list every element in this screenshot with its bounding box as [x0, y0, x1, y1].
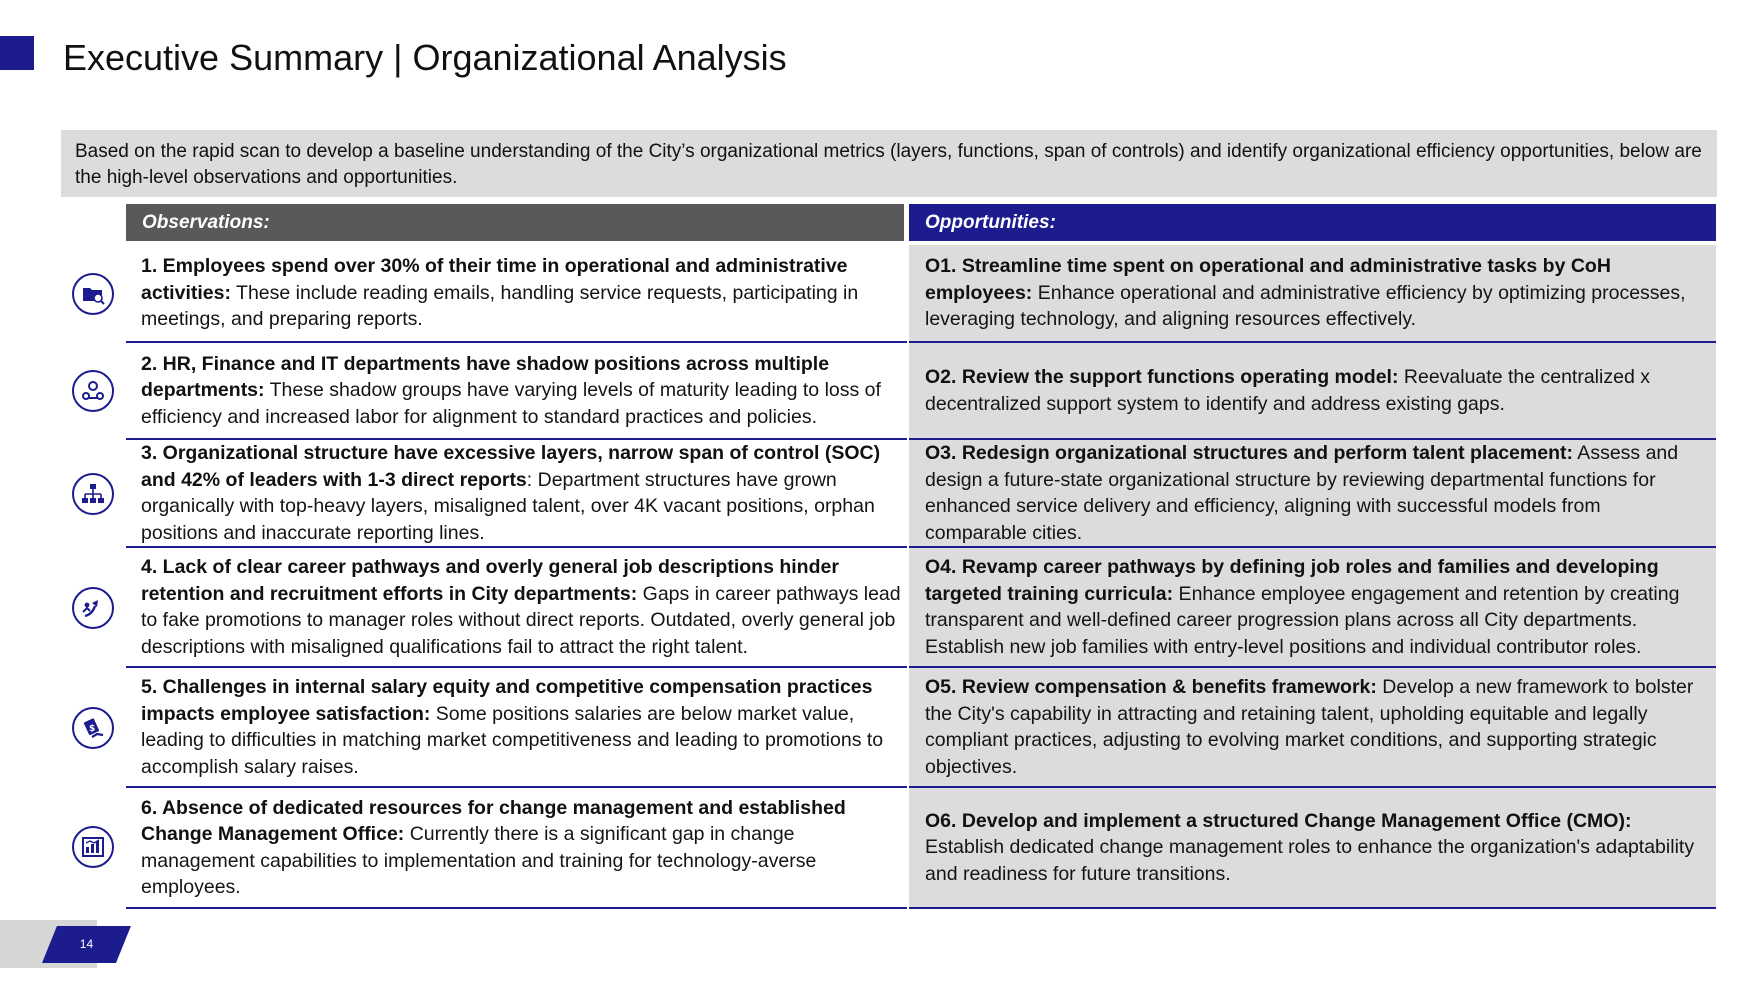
opportunity-text-1: Enhance operational and administrative efficiency by optimizing processes, leveraging technology, and aligning resources effectively.: [925, 281, 1686, 331]
group-people-icon: [72, 370, 114, 412]
observations-header: Observations:: [126, 204, 904, 241]
observation-cell-2: [126, 343, 907, 440]
table-row-2: [62, 343, 1716, 440]
opportunity-cell-1: [909, 245, 1716, 343]
opportunity-title-4: O4. Revamp career pathways by defining job roles and families and developing targeted training curricula:: [925, 556, 1659, 605]
opportunity-cell-6: [909, 788, 1716, 909]
opportunity-cell-4: [909, 548, 1716, 668]
observation-text-3: : Department structures have grown organically with top-heavy layers, misaligned talent, over 4K vacant positions, orphan positions and inaccurate reporting lines.: [141, 468, 875, 544]
opportunity-cell-3: [909, 440, 1716, 548]
opportunity-cell-2: [909, 343, 1716, 440]
observation-title-1: 1. Employees spend over 30% of their time in operational and administrative activities:: [141, 255, 848, 304]
opportunity-text-2: Reevaluate the centralized x decentralized support system to identify and address existing gaps.: [925, 366, 1650, 415]
opportunity-title-5: O5. Review compensation & benefits framework:: [925, 676, 1377, 698]
folder-search-icon: [72, 273, 114, 315]
opportunity-title-6: O6. Develop and implement a structured Change Management Office (CMO):: [925, 809, 1632, 832]
observation-text-5: Some positions salaries are below market value, leading to difficulties in matching market competitiveness and leading to promotions to accomplish salary raises.: [141, 702, 884, 778]
compensation-icon: [72, 707, 114, 749]
observation-cell-6: [126, 788, 907, 909]
table-row-1: [62, 245, 1716, 343]
page-number: 14: [79, 937, 94, 951]
opportunity-text-3: Assess and design a future-state organizational structure by reviewing departmental functions for enhanced service delivery and efficiency, aligning with successful models from comparable cities.: [925, 442, 1679, 544]
org-chart-icon: [72, 473, 114, 515]
observation-title-3: 3. Organizational structure have excessive layers, narrow span of control (SOC) and 42% of leaders with 1-3 direct reports: [141, 442, 881, 491]
observation-cell-1: [126, 245, 907, 343]
observation-text-2: These shadow groups have varying levels of maturity leading to loss of efficiency and increased labor for alignment to standard practices and policies.: [141, 379, 881, 428]
observation-text-4: Gaps in career pathways lead to fake promotions to manager roles without direct reports. Outdated, overly general job descriptions with misaligned qualifications fail to attract the right talent.: [141, 582, 901, 658]
svg-text:$: $: [89, 724, 96, 734]
career-path-icon: [72, 587, 114, 629]
observation-title-6: 6. Absence of dedicated resources for change management and established Change Management Office:: [141, 796, 846, 845]
observation-cell-4: [126, 548, 907, 668]
table-row-4: [62, 548, 1716, 668]
opportunity-title-1: O1. Streamline time spent on operational and administrative tasks by CoH employees:: [925, 255, 1611, 304]
opportunity-cell-5: [909, 668, 1716, 788]
table-row-3: [62, 440, 1716, 548]
dashboard-icon: [72, 826, 114, 868]
opportunities-header: Opportunities:: [909, 204, 1716, 241]
title-accent-mark: [0, 36, 34, 70]
observation-cell-5: [126, 668, 907, 788]
opportunity-text-5: Develop a new framework to bolster the City's capability in attracting and retaining talent, upholding equitable and legally compliant practices, adjusting to evolving market conditions, and supporting strategic objectives.: [925, 676, 1694, 778]
page-number-badge: [42, 926, 131, 963]
opportunity-title-3: O3. Redesign organizational structures and perform talent placement:: [925, 442, 1573, 464]
opportunity-title-2: O2. Review the support functions operating model:: [925, 366, 1399, 388]
observation-title-5: 5. Challenges in internal salary equity and competitive compensation practices impacts employee satisfaction:: [141, 676, 873, 725]
opportunity-text-6: Establish dedicated change management roles to enhance the organization's adaptability and readiness for future transitions.: [925, 836, 1695, 885]
opportunity-text-4: Enhance employee engagement and retention by creating transparent and well-defined career progression plans across all City departments. Establish new job families with entry-level positions and individual contributor roles.: [925, 582, 1680, 658]
observation-text-6: Currently there is a significant gap in change management capabilities to implementation and training for technology-averse employees.: [141, 823, 817, 898]
table-row-6: [62, 788, 1716, 909]
observation-title-2: 2. HR, Finance and IT departments have shadow positions across multiple departments:: [141, 352, 830, 402]
observation-text-1: These include reading emails, handling service requests, participating in meetings, and preparing reports.: [141, 281, 859, 331]
observation-cell-3: [126, 440, 907, 548]
observation-title-4: 4. Lack of clear career pathways and overly general job descriptions hinder retention and recruitment efforts in City departments:: [141, 556, 839, 605]
page-title: Executive Summary | Organizational Analysis: [63, 37, 787, 78]
table-row-5: [62, 668, 1716, 788]
intro-summary: Based on the rapid scan to develop a baseline understanding of the City’s organizational metrics (layers, functions, span of controls) and identify organizational efficiency opportunities, below are the high-level observations and opportunities.: [61, 130, 1717, 197]
